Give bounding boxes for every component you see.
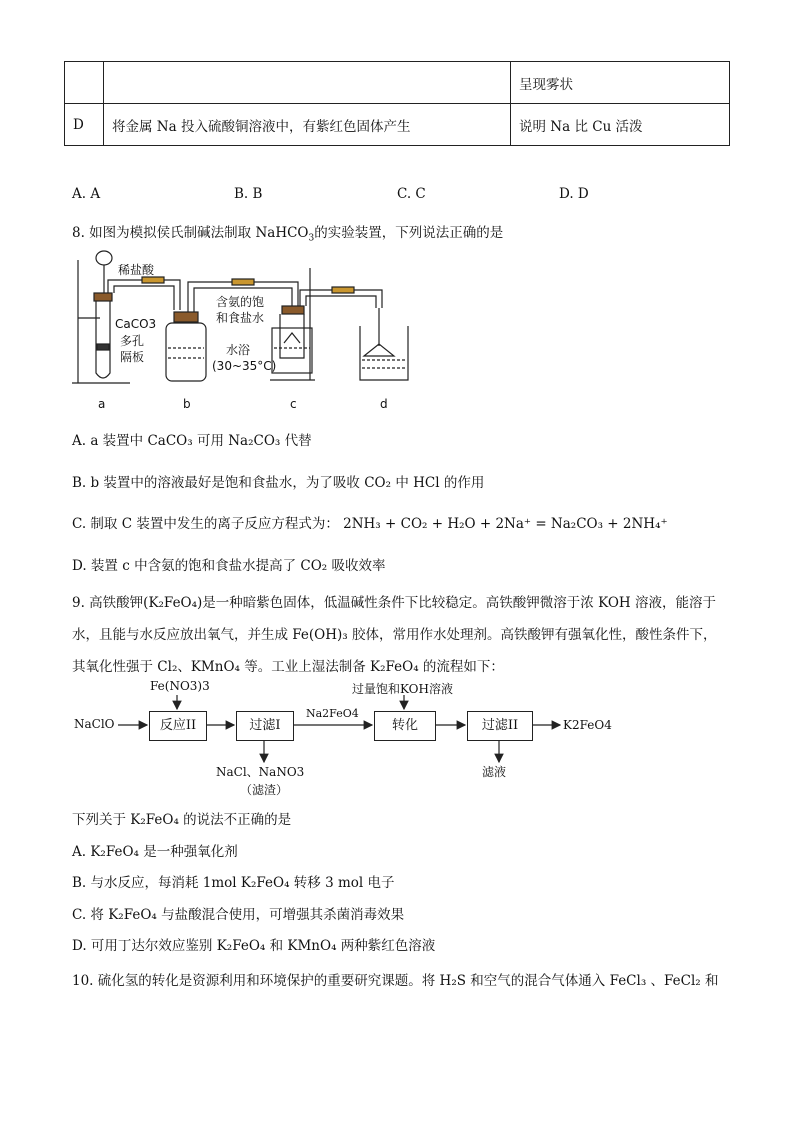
option-b: B. B bbox=[234, 186, 263, 202]
table-cell bbox=[65, 62, 104, 104]
flow-box-filter-2: 过滤II bbox=[467, 711, 533, 741]
table-cell: 呈现雾状 bbox=[511, 62, 730, 104]
label-bath-1: 水浴 bbox=[226, 343, 251, 357]
q10-stem: 10. 硫化氢的转化是资源利用和环境保护的重要研究课题。将 H₂S 和空气的混合气体通入 FeCl₃ 、FeCl₂ 和 bbox=[72, 973, 719, 989]
q8-stem-text: 8. 如图为模拟侯氏制碱法制取 NaHCO bbox=[72, 225, 309, 241]
option-c: C. C bbox=[397, 186, 426, 202]
table-row bbox=[65, 62, 730, 104]
flow-filtrate: 滤液 bbox=[482, 765, 507, 779]
label-a: a bbox=[98, 397, 106, 411]
q9-question: 下列关于 K₂FeO₄ 的说法不正确的是 bbox=[72, 812, 292, 828]
flow-start: NaClO bbox=[74, 717, 115, 731]
flow-product: K2FeO4 bbox=[563, 718, 612, 732]
label-caco3: CaCO3 bbox=[115, 317, 157, 331]
q9-option-b: B. 与水反应，每消耗 1mol K₂FeO₄ 转移 3 mol 电子 bbox=[72, 875, 395, 891]
answer-table bbox=[64, 61, 730, 146]
flow-input-fe: Fe(NO3)3 bbox=[150, 679, 210, 693]
q9-paragraph-3: 其氧化性强于 Cl₂、KMnO₄ 等。工业上湿法制备 K₂FeO₄ 的流程如下： bbox=[72, 659, 504, 675]
table-cell: 说明 Na 比 Cu 活泼 bbox=[511, 104, 730, 146]
q9-paragraph-2: 水，且能与水反应放出氧气，并生成 Fe(OH)₃ 胶体，常用作水处理剂。高铁酸钾有强氧化性，酸性条件下， bbox=[72, 627, 717, 643]
option-a: A. A bbox=[72, 186, 101, 202]
label-dilute-hcl: 稀盐酸 bbox=[118, 263, 155, 277]
flow-box-convert: 转化 bbox=[374, 711, 436, 741]
flow-mid-label: Na2FeO4 bbox=[306, 707, 359, 720]
q7-options bbox=[72, 186, 732, 204]
table-cell: 将金属 Na 投入硫酸铜溶液中，有紫红色固体产生 bbox=[104, 104, 511, 146]
q8-option-d: D. 装置 c 中含氨的饱和食盐水提高了 CO₂ 吸收效率 bbox=[72, 558, 386, 574]
label-porous: 多孔 bbox=[120, 334, 145, 348]
flow-box-reaction: 反应II bbox=[149, 711, 207, 741]
apparatus-figure bbox=[70, 248, 420, 416]
flow-input-koh: 过量饱和KOH溶液 bbox=[352, 682, 453, 696]
q8-option-a: A. a 装置中 CaCO₃ 可用 Na₂CO₃ 代替 bbox=[72, 433, 312, 449]
flow-residue-1: NaCl、NaNO3 bbox=[216, 765, 305, 779]
q8-stem-text-end: 的实验装置，下列说法正确的是 bbox=[314, 225, 504, 241]
label-c: c bbox=[290, 397, 297, 411]
q9-option-c: C. 将 K₂FeO₄ 与盐酸混合使用，可增强其杀菌消毒效果 bbox=[72, 907, 405, 923]
q8-option-b: B. b 装置中的溶液最好是饱和食盐水，为了吸收 CO₂ 中 HCl 的作用 bbox=[72, 475, 485, 491]
option-d: D. D bbox=[559, 186, 589, 202]
flow-arrows bbox=[0, 690, 793, 770]
flow-residue-2: （滤渣） bbox=[240, 783, 289, 797]
flow-box-filter-1: 过滤I bbox=[236, 711, 294, 741]
label-bath-2: (30~35°C) bbox=[212, 359, 277, 373]
label-d: d bbox=[380, 397, 388, 411]
table-row bbox=[65, 104, 730, 146]
q8-option-c: C. 制取 C 装置中发生的离子反应方程式为： 2NH₃ + CO₂ + H₂O + 2Na⁺ = Na₂CO₃ + 2NH₄⁺ bbox=[72, 516, 668, 532]
label-brine-2: 和食盐水 bbox=[216, 311, 265, 325]
label-b: b bbox=[183, 397, 191, 411]
q8-stem-sub: 3 bbox=[308, 233, 315, 244]
q9-option-a: A. K₂FeO₄ 是一种强氧化剂 bbox=[72, 844, 238, 860]
q8-stem bbox=[72, 221, 503, 244]
table-cell: D bbox=[65, 104, 104, 146]
label-plate: 隔板 bbox=[120, 350, 145, 364]
label-brine-1: 含氨的饱 bbox=[216, 295, 265, 309]
table-cell bbox=[104, 62, 511, 104]
q9-option-d: D. 可用丁达尔效应鉴别 K₂FeO₄ 和 KMnO₄ 两种紫红色溶液 bbox=[72, 938, 436, 954]
q9-paragraph-1: 9. 高铁酸钾(K₂FeO₄)是一种暗紫色固体，低温碱性条件下比较稳定。高铁酸钾微溶于浓 KOH 溶液，能溶于 bbox=[72, 595, 716, 611]
